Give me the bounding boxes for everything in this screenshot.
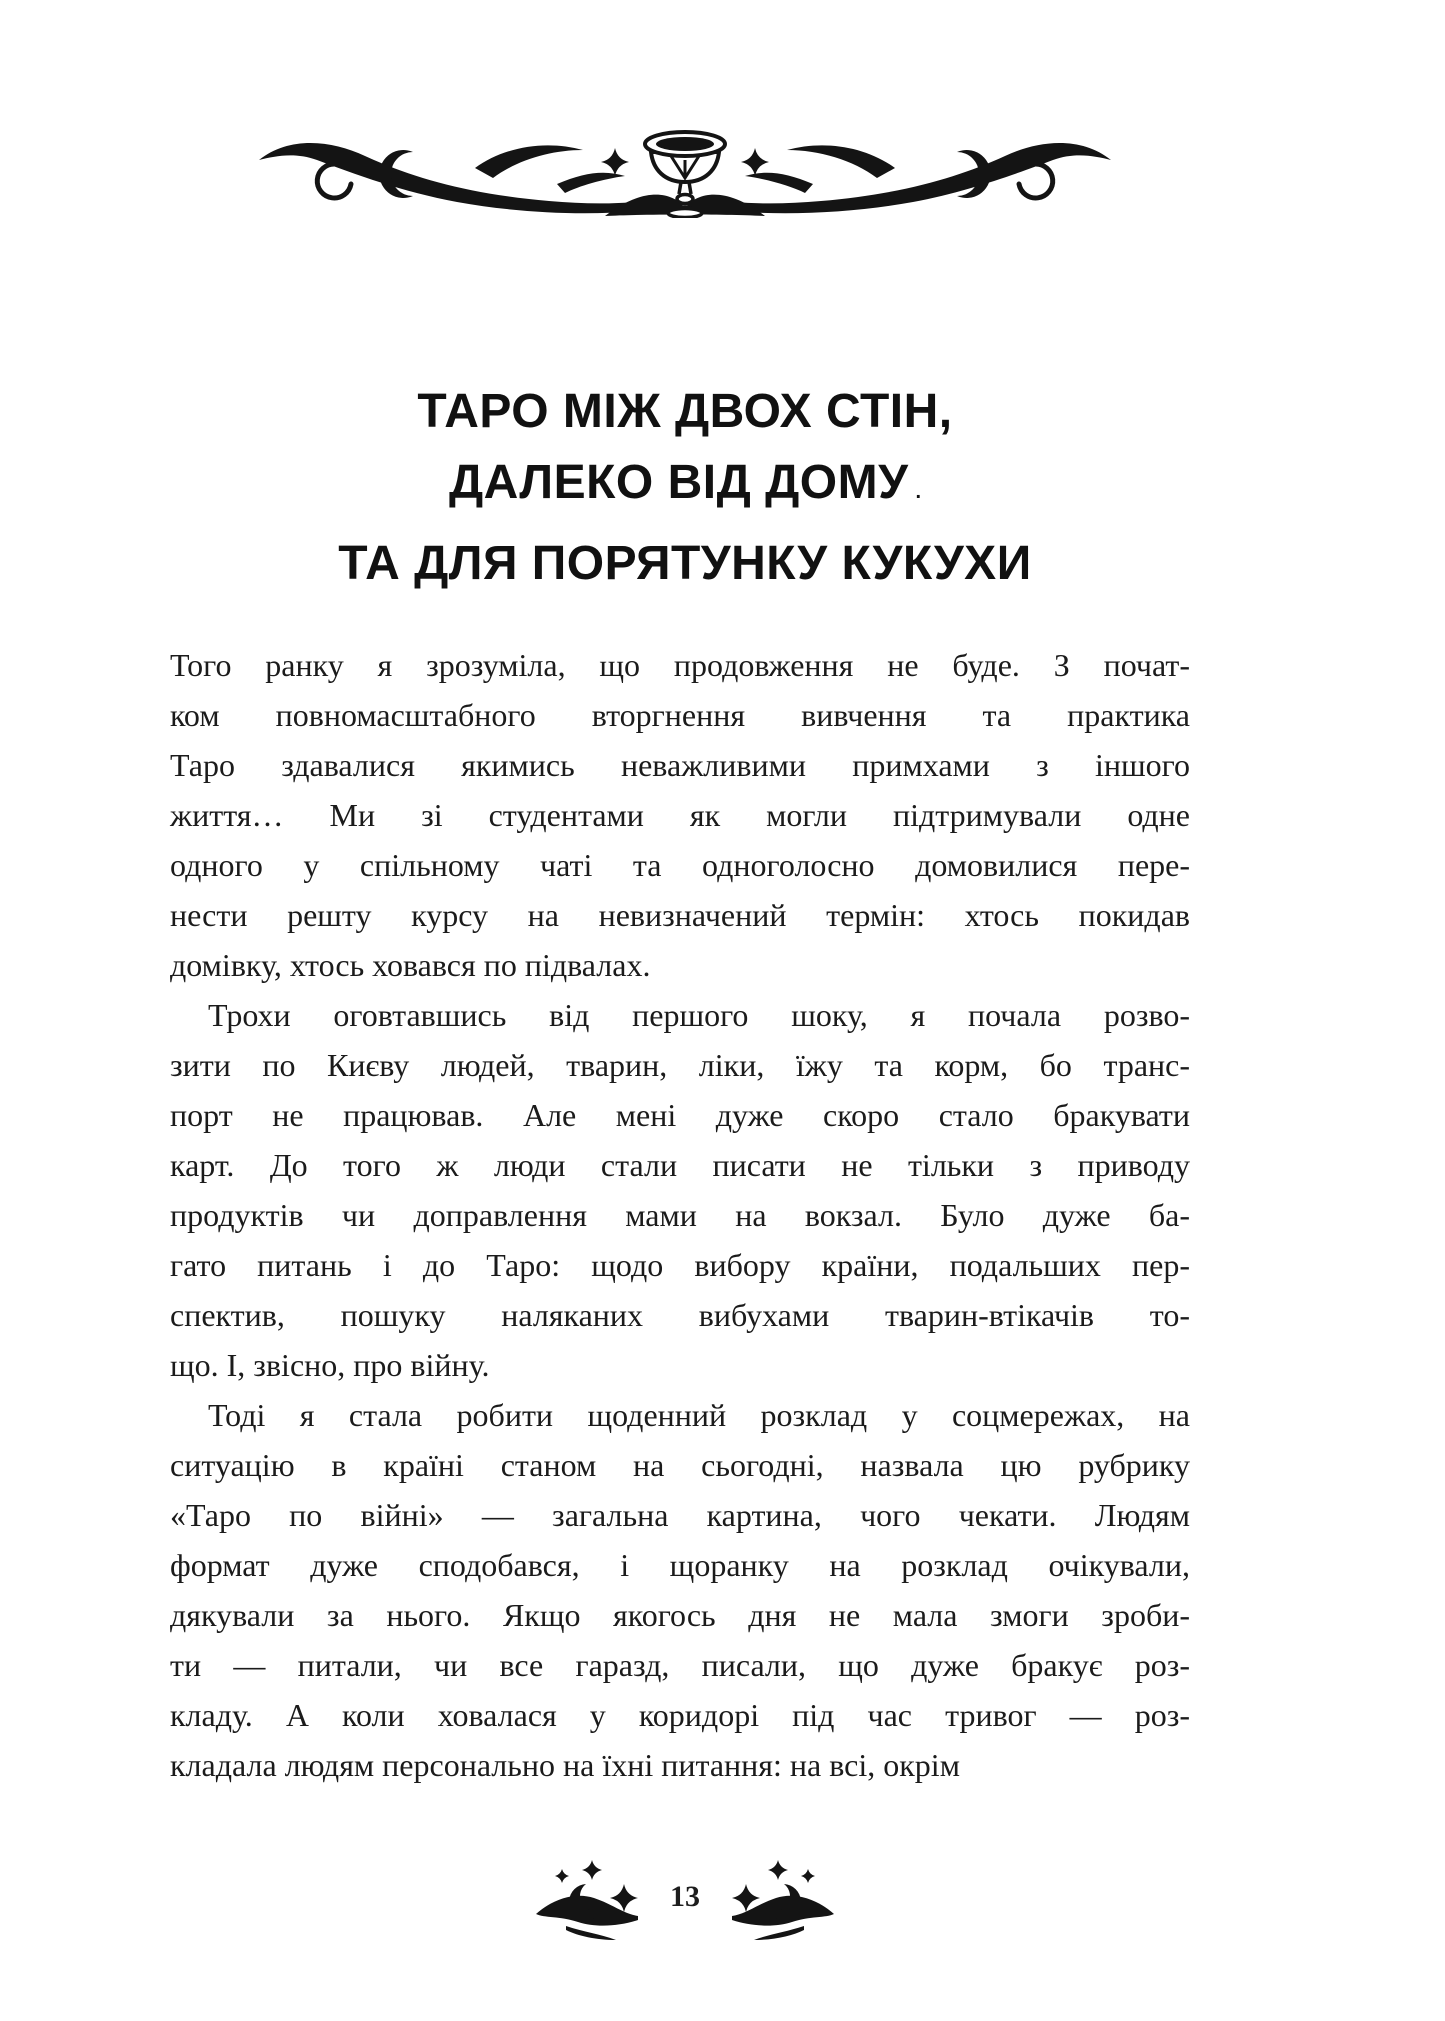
text-line: карт. До того ж люди стали писати не тільки з приводу bbox=[170, 1147, 1190, 1183]
text-line: кладу. А коли ховалася у коридорі під час тривог — роз- bbox=[170, 1697, 1190, 1733]
footer-flourish-right bbox=[726, 1858, 838, 1942]
text-line: ти — питали, чи все гаразд, писали, що дуже бракує роз- bbox=[170, 1647, 1190, 1683]
title-text: ТАРО МІЖ ДВОХ СТІН, bbox=[417, 385, 953, 439]
page-number: 13 bbox=[670, 1880, 700, 1913]
text-line: Того ранку я зрозуміла, що продовження не буде. З почат- bbox=[170, 647, 1190, 683]
chapter-title bbox=[0, 376, 1370, 599]
text-line: життя… Ми зі студентами як могли підтримували одне bbox=[170, 797, 1190, 833]
page-footer bbox=[0, 1856, 1370, 1944]
text-line: кладала людям персонально на їхні питання: на всі, окрім bbox=[170, 1747, 960, 1783]
paragraph bbox=[170, 1390, 1190, 1790]
star-icon bbox=[601, 148, 629, 176]
text-line: Трохи оговтавшись від першого шоку, я почала розво- bbox=[208, 997, 1190, 1033]
text-line: Тоді я стала робити щоденний розклад у соцмережах, на bbox=[208, 1397, 1190, 1433]
text-line: дякували за нього. Якщо якогось дня не мала змоги зроби- bbox=[170, 1597, 1190, 1633]
text-line: одного у спільному чаті та одноголосно домовилися пере- bbox=[170, 847, 1190, 883]
title-text: ДАЛЕКО ВІД ДОМУ bbox=[448, 456, 909, 510]
chapter-title-line-3 bbox=[0, 528, 1370, 599]
paragraph bbox=[170, 640, 1190, 990]
footer-flourish-left bbox=[532, 1858, 644, 1942]
stray-period: . bbox=[915, 481, 922, 504]
swirl-stars-icon bbox=[532, 1858, 644, 1942]
swirl-stars-icon bbox=[726, 1858, 838, 1942]
text-line: продуктів чи доправлення мами на вокзал. Було дуже ба- bbox=[170, 1197, 1190, 1233]
text-line: гато питань і до Таро: щодо вибору країни, подальших пер- bbox=[170, 1247, 1190, 1283]
chapter-title-line-2 bbox=[0, 447, 1370, 528]
header-ornament bbox=[253, 122, 1117, 218]
text-line: ком повномасштабного вторгнення вивчення та практика bbox=[170, 697, 1190, 733]
paragraph bbox=[170, 990, 1190, 1390]
text-line: нести решту курсу на невизначений термін: хтось покидав bbox=[170, 897, 1190, 933]
star-icon bbox=[555, 1869, 569, 1883]
body-text bbox=[170, 640, 1190, 1790]
text-line: що. І, звісно, про війну. bbox=[170, 1347, 490, 1383]
star-icon bbox=[768, 1860, 788, 1880]
text-line: спектив, пошуку наляканих вибухами тварин-втікачів то- bbox=[170, 1297, 1190, 1333]
text-line: «Таро по війні» — загальна картина, чого чекати. Людям bbox=[170, 1497, 1190, 1533]
text-line: ситуацію в країні станом на сьогодні, назвала цю рубрику bbox=[170, 1447, 1190, 1483]
star-icon bbox=[582, 1860, 602, 1880]
star-icon bbox=[801, 1869, 815, 1883]
text-line: порт не працював. Але мені дуже скоро стало бракувати bbox=[170, 1097, 1190, 1133]
chapter-title-line-1 bbox=[0, 376, 1370, 447]
text-line: домівку, хтось ховався по підвалах. bbox=[170, 947, 651, 983]
chalice-flourish-icon bbox=[253, 122, 1117, 218]
text-line: формат дуже сподобався, і щоранку на розклад очікували, bbox=[170, 1547, 1190, 1583]
title-text: ТА ДЛЯ ПОРЯТУНКУ КУКУХИ bbox=[338, 537, 1032, 591]
text-line: зити по Києву людей, тварин, ліки, їжу та корм, бо транс- bbox=[170, 1047, 1190, 1083]
text-line: Таро здавалися якимись неважливими примхами з іншого bbox=[170, 747, 1190, 783]
